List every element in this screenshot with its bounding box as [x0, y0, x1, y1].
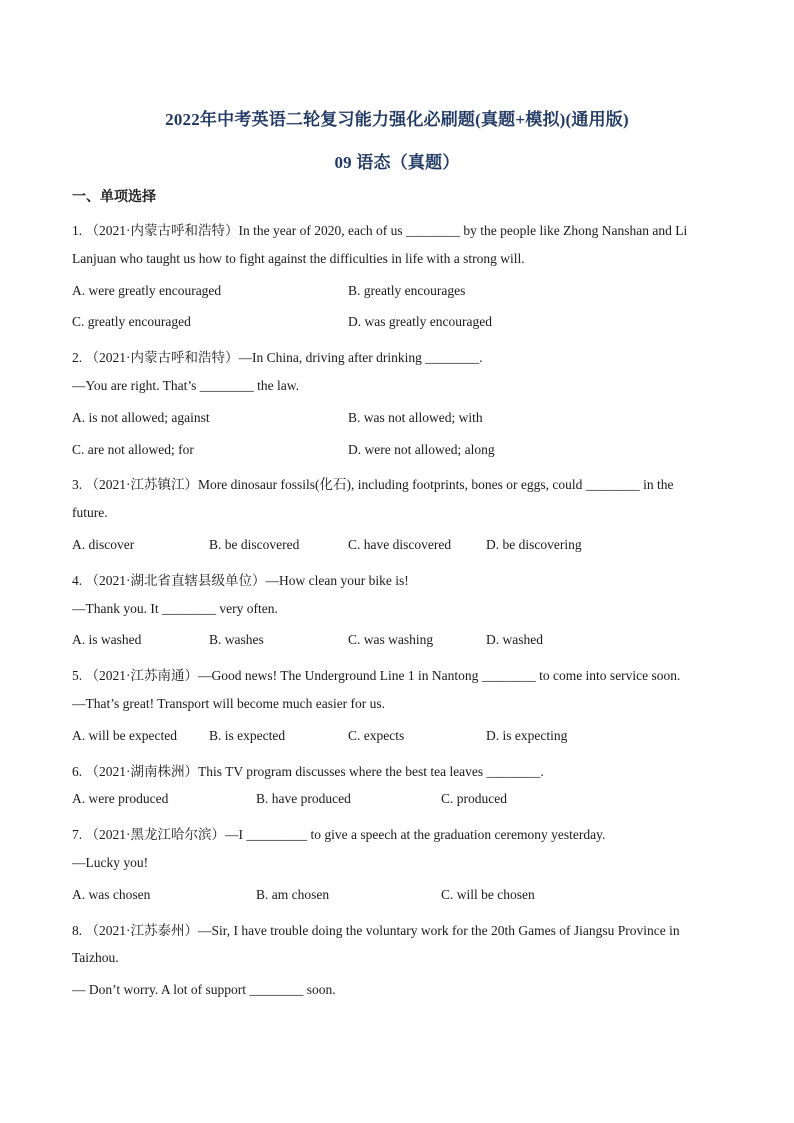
question-6-line-1: 6. （2021·湖南株洲）This TV program discusses where the best tea leaves ________. [72, 764, 544, 779]
document-title: 2022年中考英语二轮复习能力强化必刷题(真题+模拟)(通用版) [165, 110, 629, 129]
question-5-line-1: 5. （2021·江苏南通）—Good news! The Underground Line 1 in Nantong ________ to come into service soon. [72, 668, 681, 683]
question-3-option-a: A. discover [72, 537, 135, 552]
question-4-line-2: —Thank you. It ________ very often. [72, 601, 278, 616]
question-3-option-b: B. be discovered [209, 537, 300, 552]
question-5-option-b: B. is expected [209, 728, 286, 743]
question-7-line-1: 7. （2021·黑龙江哈尔滨）—I _________ to give a speech at the graduation ceremony yesterday. [72, 827, 606, 842]
question-8-line-3: — Don’t worry. A lot of support ________ soon. [72, 982, 336, 997]
question-1-option-a: A. were greatly encouraged [72, 283, 222, 298]
question-7-option-a: A. was chosen [72, 887, 151, 902]
question-4-line-1: 4. （2021·湖北省直辖县级单位）—How clean your bike is! [72, 573, 409, 588]
question-7-option-b: B. am chosen [256, 887, 330, 902]
question-8-line-2: Taizhou. [72, 950, 119, 965]
question-2-line-1: 2. （2021·内蒙古呼和浩特）—In China, driving after drinking ________. [72, 350, 483, 365]
question-1-line-2: Lanjuan who taught us how to fight against the difficulties in life with a strong will. [72, 251, 525, 266]
question-3-line-1: 3. （2021·江苏镇江）More dinosaur fossils(化石), including footprints, bones or eggs, could ________ in the [72, 477, 674, 492]
question-3-line-2: future. [72, 505, 108, 520]
question-6-option-c: C. produced [441, 791, 507, 806]
question-3-option-d: D. be discovering [486, 537, 582, 552]
question-7-option-c: C. will be chosen [441, 887, 535, 902]
question-4-option-a: A. is washed [72, 632, 142, 647]
question-2-option-d: D. were not allowed; along [348, 442, 495, 457]
question-5-option-d: D. is expecting [486, 728, 568, 743]
question-2-line-2: —You are right. That’s ________ the law. [72, 378, 299, 393]
question-1-option-d: D. was greatly encouraged [348, 314, 492, 329]
question-2-option-b: B. was not allowed; with [348, 410, 483, 425]
question-3-option-c: C. have discovered [348, 537, 452, 552]
question-2-option-a: A. is not allowed; against [72, 410, 210, 425]
question-2-option-c: C. are not allowed; for [72, 442, 194, 457]
question-8-line-1: 8. （2021·江苏泰州）—Sir, I have trouble doing the voluntary work for the 20th Games of Jiangsu Province in [72, 923, 680, 938]
question-1-line-1: 1. （2021·内蒙古呼和浩特）In the year of 2020, each of us ________ by the people like Zhong Nanshan and Li [72, 223, 688, 238]
question-6-option-b: B. have produced [256, 791, 351, 806]
question-5-option-a: A. will be expected [72, 728, 177, 743]
section-heading: 一、单项选择 [72, 190, 156, 205]
question-6-option-a: A. were produced [72, 791, 169, 806]
question-5-option-c: C. expects [348, 728, 405, 743]
question-1-option-c: C. greatly encouraged [72, 314, 191, 329]
question-4-option-b: B. washes [209, 632, 264, 647]
question-4-option-c: C. was washing [348, 632, 434, 647]
question-7-line-2: —Lucky you! [72, 855, 149, 870]
question-5-line-2: —That’s great! Transport will become much easier for us. [72, 696, 386, 711]
question-1-option-b: B. greatly encourages [348, 283, 466, 298]
document-subtitle: 09 语态（真题） [334, 153, 460, 172]
question-4-option-d: D. washed [486, 632, 543, 647]
